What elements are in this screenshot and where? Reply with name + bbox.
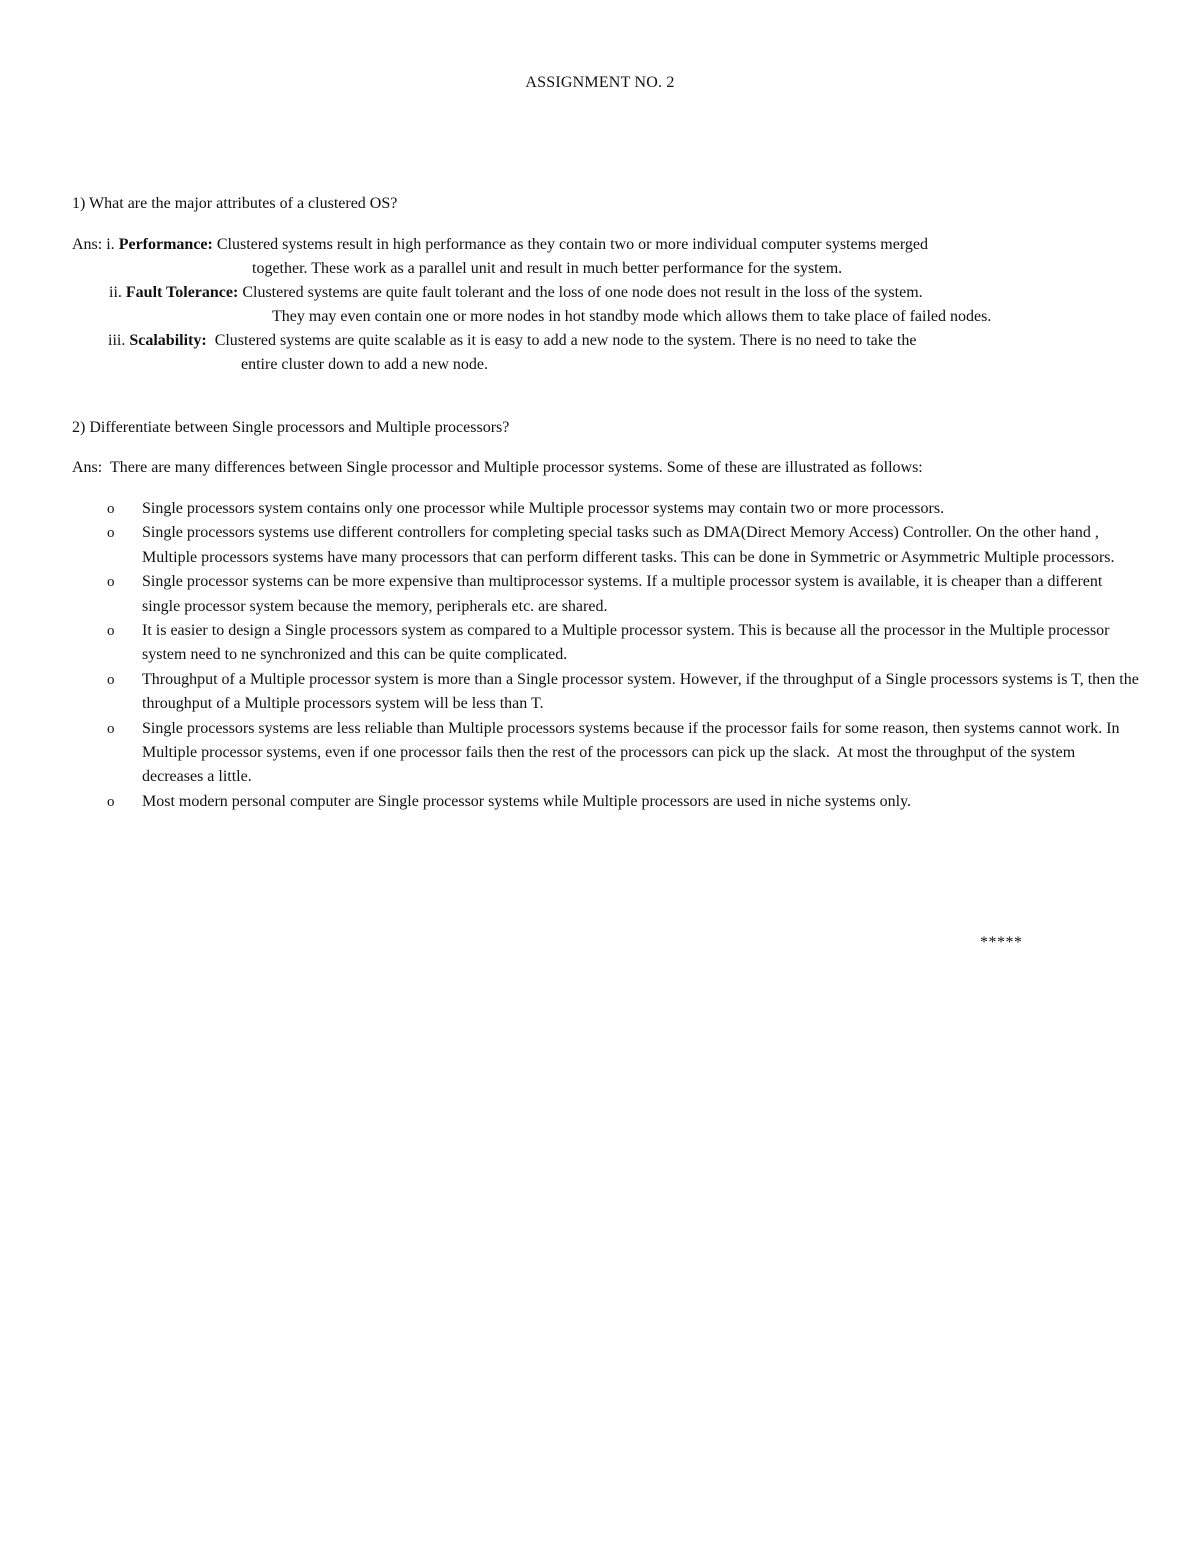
- bullet-marker: o: [107, 525, 115, 542]
- attribute-scalability: [72, 329, 1152, 377]
- attribute-text: Clustered systems are quite fault tolerant and the loss of one node does not result in the loss of the system.: [238, 284, 923, 301]
- list-item-text: Single processors systems use different controllers for completing special tasks such as DMA(Direct Memory Access) Controller. On the other hand , Multiple processors systems have many processors that can perform different tasks. This can be done in Symmetric or Asymmetric Multiple processors.: [142, 524, 1115, 566]
- attribute-term: Performance:: [118, 236, 213, 253]
- question-1: 1) What are the major attributes of a clustered OS?: [72, 195, 398, 212]
- bullet-marker: o: [107, 574, 115, 591]
- list-item: [0, 668, 1200, 717]
- list-item-text: It is easier to design a Single processors system as compared to a Multiple processor system. This is because all the processor in the Multiple processor system need to ne synchronized and this can be quite complicated.: [142, 622, 1110, 664]
- list-item: [0, 619, 1200, 668]
- list-item: [0, 570, 1200, 619]
- attribute-term: Fault Tolerance:: [125, 284, 239, 301]
- list-item-text: Single processors systems are less reliable than Multiple processors systems because if the processor fails for some reason, then systems cannot work. In Multiple processor systems, even if one processor fails then the rest of the processors can pick up the slack. At most the throughput of the system decreases a little.: [142, 719, 1124, 786]
- attribute-text: Clustered systems result in high performance as they contain two or more individual computer systems merged: [212, 236, 928, 253]
- question-2: 2) Differentiate between Single processors and Multiple processors?: [72, 419, 510, 436]
- attribute-term: Scalability:: [129, 332, 207, 349]
- attribute-number: ii.: [109, 284, 122, 301]
- attribute-number: iii.: [108, 332, 126, 349]
- page-title: ASSIGNMENT NO. 2: [525, 74, 675, 91]
- list-item-text: Single processor systems can be more expensive than multiprocessor systems. If a multiple processor system is available, it is cheaper than a different single processor system because the memory, peripherals etc. are shared.: [142, 573, 1103, 615]
- answer-prefix: Ans:: [72, 236, 107, 253]
- answer-1: [72, 233, 1152, 377]
- bullet-marker: o: [107, 623, 115, 640]
- attribute-text: Clustered systems are quite scalable as it is easy to add a new node to the system. There is no need to take the: [206, 332, 917, 349]
- attribute-performance: [72, 233, 1152, 281]
- bullet-marker: o: [107, 501, 115, 517]
- list-item: [0, 790, 1200, 814]
- bullet-marker: o: [107, 671, 115, 688]
- list-item-text: Most modern personal computer are Single processor systems while Multiple processors are used in niche systems only.: [142, 792, 912, 810]
- list-item-text: Throughput of a Multiple processor system is more than a Single processor system. However, if the throughput of a Single processors systems is T, then the throughput of a Multiple processors system will be less than T.: [142, 670, 1139, 713]
- list-item: [0, 497, 1200, 521]
- bullet-marker: o: [107, 793, 115, 810]
- attribute-number: i.: [106, 236, 115, 253]
- attribute-text-continued: together. These work as a parallel unit and result in much better performance for the system.: [252, 260, 843, 277]
- answer-2-intro: Ans: There are many differences between Single processor and Multiple processor systems. Some of these are illustrated as follows:: [72, 459, 923, 476]
- attribute-text-continued: They may even contain one or more nodes in hot standby mode which allows them to take place of failed nodes.: [272, 308, 992, 325]
- bullet-marker: o: [107, 720, 115, 737]
- end-stars: *****: [980, 934, 1023, 951]
- attribute-text-continued: entire cluster down to add a new node.: [241, 356, 489, 373]
- list-item: [0, 521, 1200, 570]
- attribute-fault-tolerance: [72, 281, 1152, 329]
- differences-list: [0, 497, 1200, 814]
- list-item-text: Single processors system contains only one processor while Multiple processor systems may contain two or more processors.: [142, 500, 945, 517]
- list-item: [0, 717, 1200, 790]
